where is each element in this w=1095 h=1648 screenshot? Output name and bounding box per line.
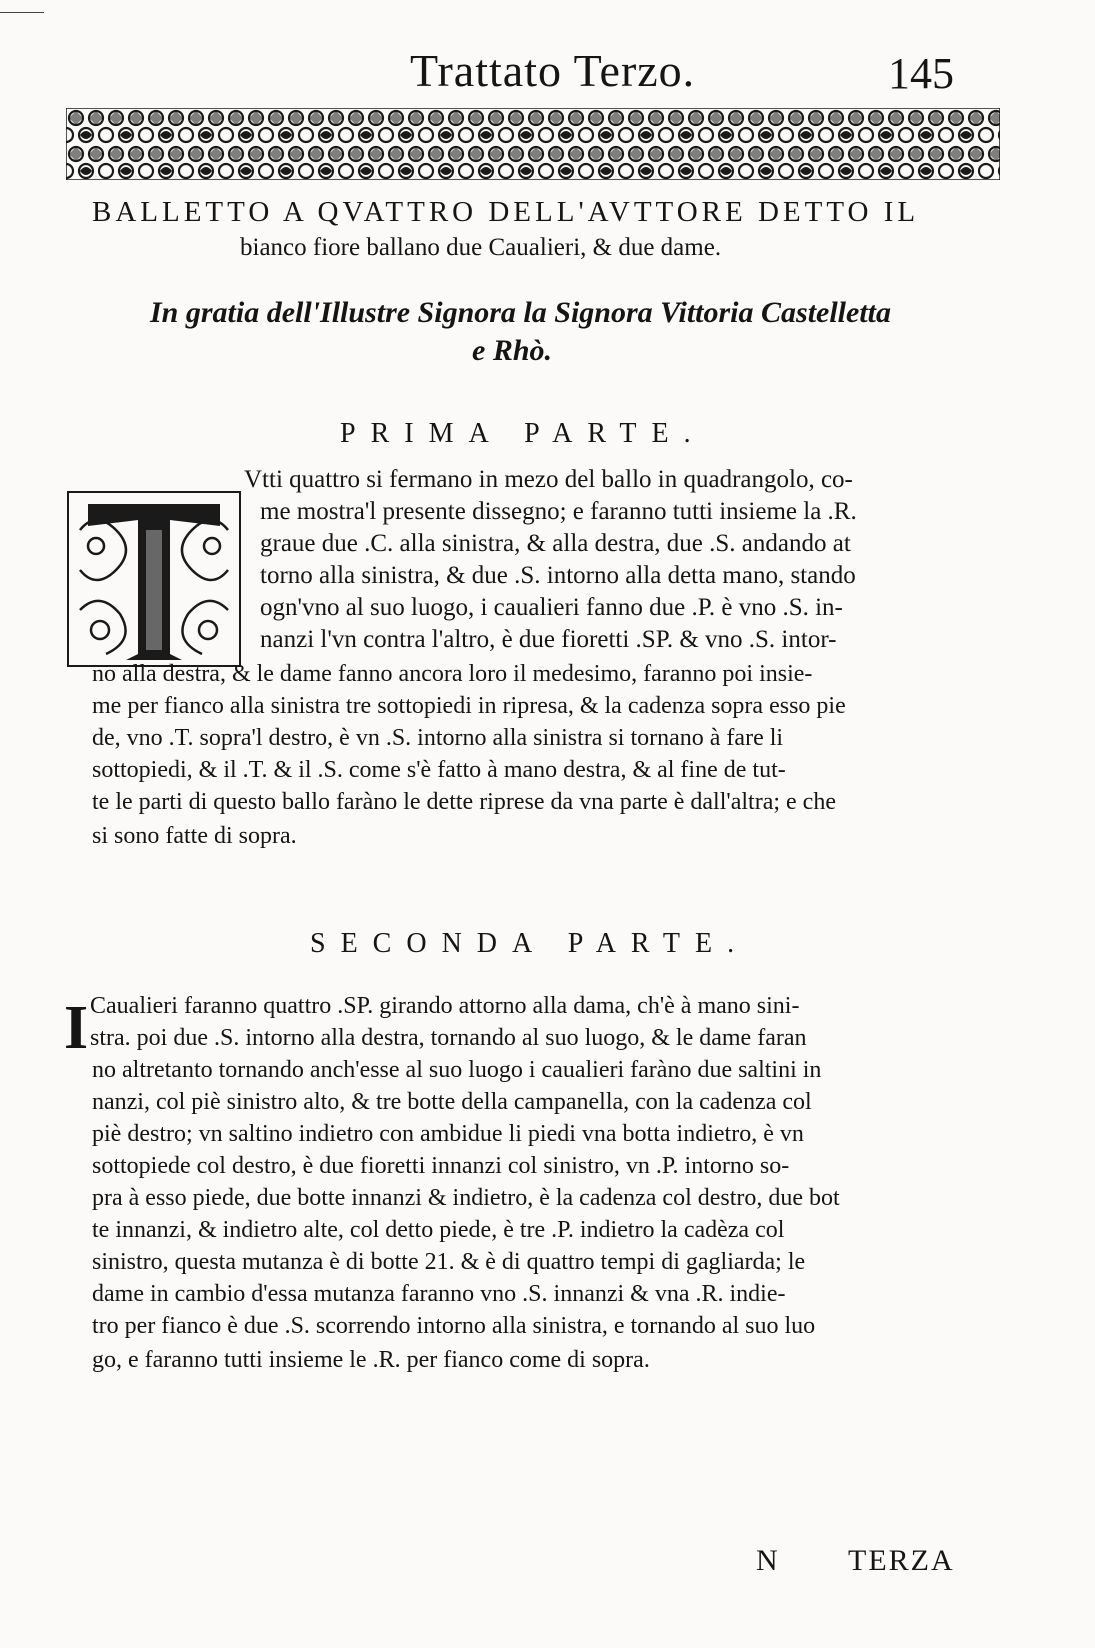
ballet-heading: BALLETTO A QVATTRO DELL'AVTTORE DETTO IL xyxy=(92,196,920,228)
ballet-subheading: bianco fiore ballano due Caualieri, & due dame. xyxy=(240,234,722,261)
text-line: graue due .C. alla sinistra, & alla destra, due .S. andando at xyxy=(260,530,851,557)
text-line: nanzi, col piè sinistro alto, & tre botte della campanella, con la cadenza col xyxy=(92,1089,812,1115)
text-line: de, vno .T. sopra'l destro, è vn .S. intorno alla sinistra si tornano à fare li xyxy=(92,725,784,751)
text-line: sottopiedi, & il .T. & il .S. come s'è fatto à mano destra, & al fine de tut- xyxy=(92,757,786,783)
text-line: piè destro; vn saltino indietro con ambidue li piedi vna botta indietro, è vn xyxy=(92,1121,804,1147)
dedication-line-1: In gratia dell'Illustre Signora la Signora Vittoria Castelletta xyxy=(150,296,892,329)
text-line: dame in cambio d'essa mutanza faranno vno .S. innanzi & vna .R. indie- xyxy=(92,1281,786,1307)
section-title-seconda-parte: SECONDA PARTE. xyxy=(310,928,750,959)
running-title: Trattato Terzo. xyxy=(410,45,696,96)
dedication-line-2: e Rhò. xyxy=(472,334,553,367)
text-line: Caualieri faranno quattro .SP. girando attorno alla dama, ch'è à mano sini- xyxy=(90,993,800,1019)
text-line: Vtti quattro si fermano in mezo del ballo in quadrangolo, co- xyxy=(244,466,853,493)
text-line: sottopiede col destro, è due fioretti innanzi col sinistro, vn .P. intorno so- xyxy=(92,1153,790,1179)
section-title-prima-parte: PRIMA PARTE. xyxy=(340,418,706,449)
text-line: no altretanto tornando anch'esse al suo luogo i caualieri faràno due saltini in xyxy=(92,1057,822,1083)
initial-letter-i: I xyxy=(64,994,89,1062)
text-line: stra. poi due .S. intorno alla destra, tornando al suo luogo, & le dame faran xyxy=(90,1025,807,1051)
text-line: te innanzi, & indietro alte, col detto piede, è tre .P. indietro la cadèza col xyxy=(92,1217,785,1243)
text-line: te le parti di questo ballo faràno le dette riprese da vna parte è dall'altra; e che xyxy=(92,789,836,815)
text-line: pra à esso piede, due botte innanzi & indietro, è la cadenza col destro, due bot xyxy=(92,1185,840,1211)
text-line: sinistro, questa mutanza è di botte 21. & è di quattro tempi di gagliarda; le xyxy=(92,1249,806,1275)
running-head xyxy=(0,44,1095,104)
text-line: torno alla sinistra, & due .S. intorno alla detta mano, stando xyxy=(260,562,856,589)
margin-rule xyxy=(0,12,44,13)
text-line: go, e faranno tutti insieme le .R. per fianco come di sopra. xyxy=(92,1347,650,1373)
ornamental-border xyxy=(66,108,1000,180)
text-line: no alla destra, & le dame fanno ancora loro il medesimo, faranno poi insie- xyxy=(92,661,813,687)
signature-mark: N xyxy=(756,1544,780,1577)
page-number: 145 xyxy=(888,49,954,98)
catchword: TERZA xyxy=(848,1544,955,1577)
text-line: me per fianco alla sinistra tre sottopiedi in ripresa, & la cadenza sopra esso pie xyxy=(92,693,846,719)
text-line: me mostra'l presente dissegno; e faranno tutti insieme la .R. xyxy=(260,498,857,525)
text-line: nanzi l'vn contra l'altro, è due fioretti .SP. & vno .S. intor- xyxy=(260,626,837,653)
text-line: ogn'vno al suo luogo, i caualieri fanno due .P. è vno .S. in- xyxy=(260,594,843,621)
text-line: si sono fatte di sopra. xyxy=(92,823,297,849)
text-line: tro per fianco è due .S. scorrendo intorno alla sinistra, e tornando al suo luo xyxy=(92,1313,816,1339)
decorated-initial xyxy=(66,490,242,668)
